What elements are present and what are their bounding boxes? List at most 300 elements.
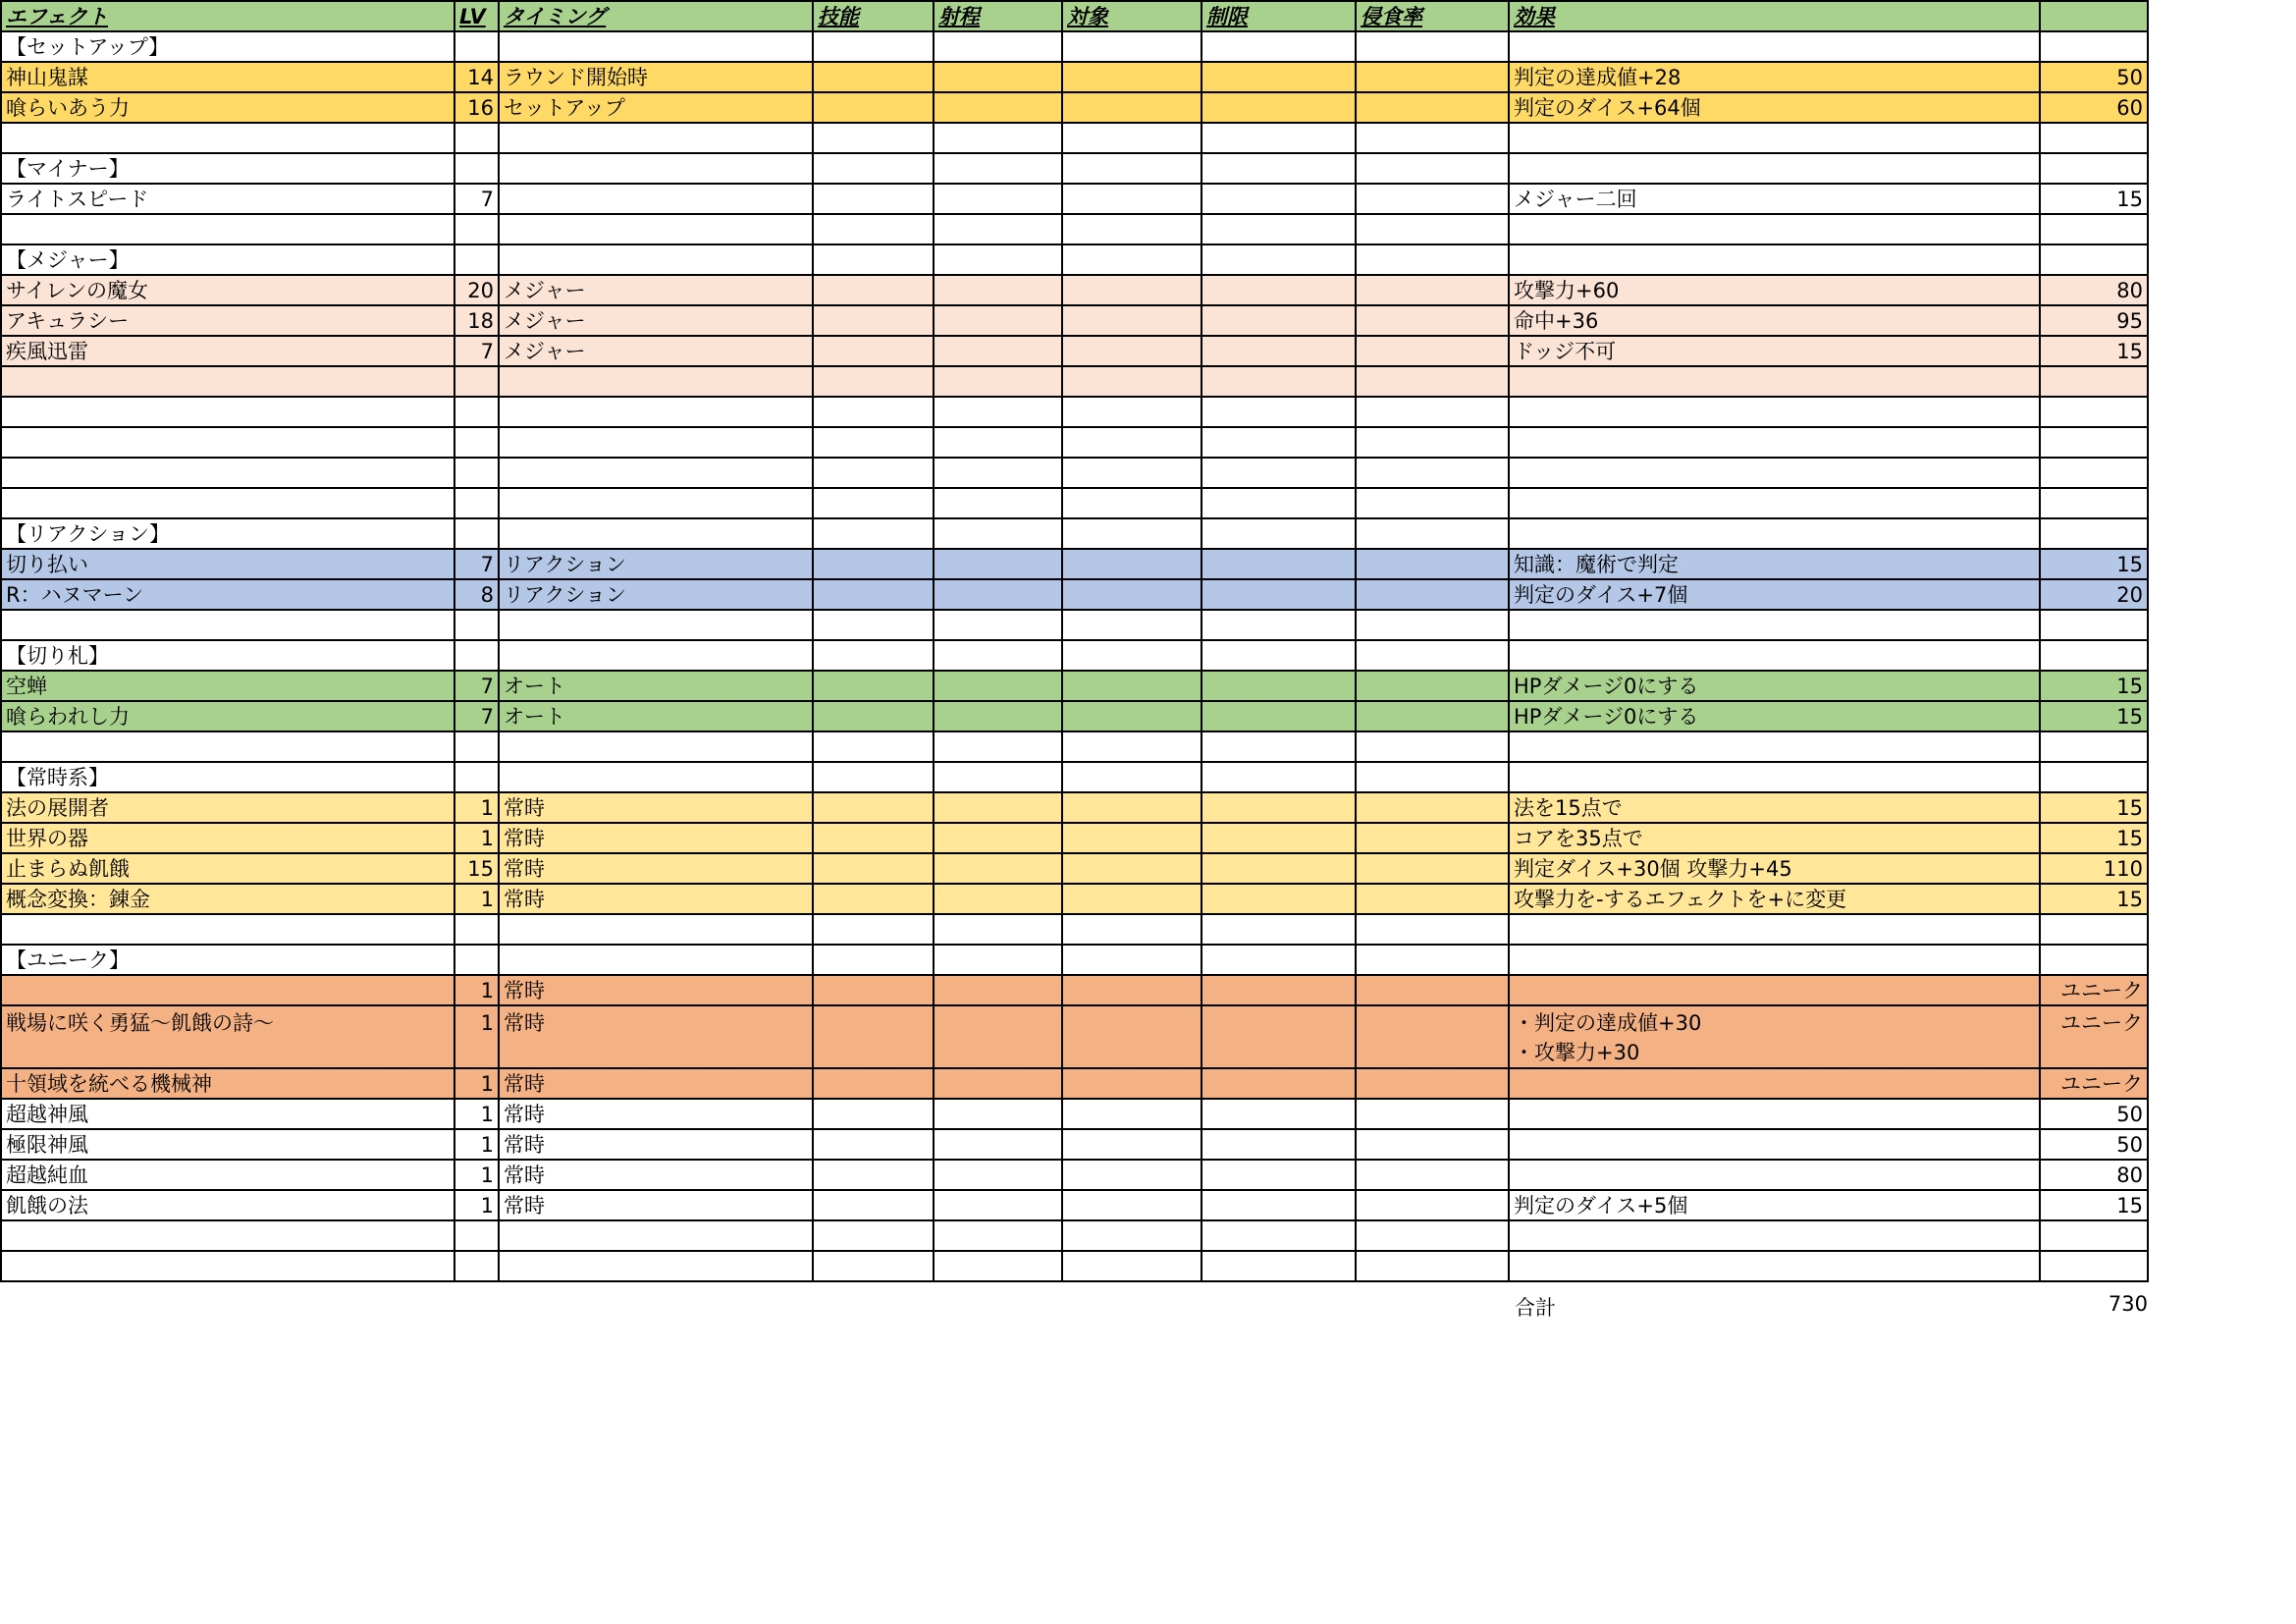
cell-effect[interactable]	[1509, 427, 2040, 458]
cell-erosion[interactable]	[1356, 31, 1509, 62]
cell-lv[interactable]: 7	[454, 701, 499, 731]
cell-range[interactable]	[934, 1099, 1062, 1129]
cell-range[interactable]	[934, 427, 1062, 458]
cell-erosion[interactable]	[1356, 1160, 1509, 1190]
cell-timing[interactable]: ラウンド開始時	[499, 62, 813, 92]
cell-effect-name[interactable]: 神山鬼謀	[1, 62, 454, 92]
cell-limit[interactable]	[1201, 1005, 1356, 1068]
cell-effect[interactable]: HPダメージ0にする	[1509, 701, 2040, 731]
cell-cost[interactable]: 15	[2040, 1190, 2148, 1220]
cell-cost[interactable]	[2040, 762, 2148, 792]
cell-lv[interactable]: 7	[454, 336, 499, 366]
cell-effect[interactable]	[1509, 488, 2040, 518]
cell-erosion[interactable]	[1356, 62, 1509, 92]
header-cost[interactable]	[2040, 1, 2148, 31]
cell-limit[interactable]	[1201, 123, 1356, 153]
cell-erosion[interactable]	[1356, 914, 1509, 945]
cell-lv[interactable]: 1	[454, 1160, 499, 1190]
header-skill[interactable]: 技能	[813, 1, 934, 31]
cell-limit[interactable]	[1201, 975, 1356, 1005]
cell-limit[interactable]	[1201, 853, 1356, 884]
cell-timing[interactable]: リアクション	[499, 579, 813, 610]
cell-range[interactable]	[934, 31, 1062, 62]
cell-target[interactable]	[1062, 1099, 1201, 1129]
cell-effect-name[interactable]	[1, 1005, 454, 1068]
cell-lv[interactable]	[454, 518, 499, 549]
cell-skill[interactable]	[813, 579, 934, 610]
cell-limit[interactable]	[1201, 1129, 1356, 1160]
cell-target[interactable]	[1062, 853, 1201, 884]
cell-range[interactable]	[934, 336, 1062, 366]
cell-skill[interactable]	[813, 945, 934, 975]
cell-lv[interactable]	[454, 1220, 499, 1251]
cell-erosion[interactable]	[1356, 731, 1509, 762]
cell-erosion[interactable]	[1356, 1099, 1509, 1129]
cell-target[interactable]	[1062, 244, 1201, 275]
cell-effect[interactable]: 攻撃力+60	[1509, 275, 2040, 305]
cell-skill[interactable]	[813, 1068, 934, 1099]
cell-limit[interactable]	[1201, 1068, 1356, 1099]
cell-skill[interactable]	[813, 92, 934, 123]
cell-erosion[interactable]	[1356, 427, 1509, 458]
cell-effect-name[interactable]: 超越純血	[1, 1160, 454, 1190]
cell-cost[interactable]: 15	[2040, 792, 2148, 823]
cell-effect[interactable]	[1509, 610, 2040, 640]
cell-skill[interactable]	[813, 214, 934, 244]
cell-lv[interactable]: 1	[454, 1068, 499, 1099]
cell-limit[interactable]	[1201, 427, 1356, 458]
cell-effect[interactable]	[1509, 1099, 2040, 1129]
cell-range[interactable]	[934, 640, 1062, 671]
cell-lv[interactable]	[454, 914, 499, 945]
cell-target[interactable]	[1062, 1251, 1201, 1281]
cell-cost[interactable]	[2040, 610, 2148, 640]
cell-erosion[interactable]	[1356, 701, 1509, 731]
cell-cost[interactable]: 15	[2040, 823, 2148, 853]
cell-range[interactable]	[934, 1220, 1062, 1251]
cell-lv[interactable]: 16	[454, 92, 499, 123]
cell-lv[interactable]: 1	[454, 1129, 499, 1160]
cell-range[interactable]	[934, 275, 1062, 305]
cell-effect-name[interactable]: 【マイナー】	[1, 153, 454, 184]
cell-timing[interactable]: リアクション	[499, 549, 813, 579]
cell-target[interactable]	[1062, 671, 1201, 701]
cell-effect-name[interactable]	[1, 610, 454, 640]
cell-timing[interactable]: メジャー	[499, 336, 813, 366]
cell-limit[interactable]	[1201, 244, 1356, 275]
cell-range[interactable]	[934, 884, 1062, 914]
cell-lv[interactable]	[454, 458, 499, 488]
cell-effect-name[interactable]: 概念変換：錬金	[1, 884, 454, 914]
cell-range[interactable]	[934, 701, 1062, 731]
cell-erosion[interactable]	[1356, 488, 1509, 518]
cell-cost[interactable]: 50	[2040, 62, 2148, 92]
cell-timing[interactable]: 常時	[499, 1099, 813, 1129]
cell-range[interactable]	[934, 214, 1062, 244]
cell-range[interactable]	[934, 92, 1062, 123]
cell-skill[interactable]	[813, 305, 934, 336]
cell-timing[interactable]: 常時	[499, 975, 813, 1005]
cell-cost[interactable]	[2040, 640, 2148, 671]
cell-effect[interactable]: 判定のダイス+5個	[1509, 1190, 2040, 1220]
cell-target[interactable]	[1062, 914, 1201, 945]
cell-timing[interactable]: オート	[499, 701, 813, 731]
cell-skill[interactable]	[813, 1220, 934, 1251]
cell-timing[interactable]	[499, 397, 813, 427]
cell-target[interactable]	[1062, 579, 1201, 610]
cell-skill[interactable]	[813, 31, 934, 62]
cell-skill[interactable]	[813, 610, 934, 640]
cell-timing[interactable]: 常時	[499, 1129, 813, 1160]
cell-timing[interactable]	[499, 762, 813, 792]
cell-effect[interactable]: ドッジ不可	[1509, 336, 2040, 366]
cell-timing[interactable]	[499, 488, 813, 518]
cell-target[interactable]	[1062, 397, 1201, 427]
cell-skill[interactable]	[813, 123, 934, 153]
cell-timing[interactable]	[499, 1251, 813, 1281]
cell-skill[interactable]	[813, 366, 934, 397]
cell-effect-name[interactable]	[1, 488, 454, 518]
cell-effect[interactable]: HPダメージ0にする	[1509, 671, 2040, 701]
cell-range[interactable]	[934, 579, 1062, 610]
cell-lv[interactable]: 7	[454, 184, 499, 214]
header-erosion[interactable]: 侵食率	[1356, 1, 1509, 31]
cell-lv[interactable]: 15	[454, 853, 499, 884]
cell-limit[interactable]	[1201, 488, 1356, 518]
cell-erosion[interactable]	[1356, 549, 1509, 579]
cell-timing[interactable]	[499, 914, 813, 945]
cell-skill[interactable]	[813, 336, 934, 366]
cell-limit[interactable]	[1201, 762, 1356, 792]
cell-effect-name[interactable]: 疾風迅雷	[1, 336, 454, 366]
cell-lv[interactable]	[454, 427, 499, 458]
cell-effect[interactable]: メジャー二回	[1509, 184, 2040, 214]
cell-range[interactable]	[934, 305, 1062, 336]
cell-effect[interactable]: 判定のダイス+7個	[1509, 579, 2040, 610]
cell-effect[interactable]: 知識：魔術で判定	[1509, 549, 2040, 579]
cell-limit[interactable]	[1201, 184, 1356, 214]
cell-limit[interactable]	[1201, 671, 1356, 701]
cell-target[interactable]	[1062, 366, 1201, 397]
cell-target[interactable]	[1062, 458, 1201, 488]
cell-erosion[interactable]	[1356, 336, 1509, 366]
cell-lv[interactable]	[454, 153, 499, 184]
cell-range[interactable]	[934, 123, 1062, 153]
cell-target[interactable]	[1062, 701, 1201, 731]
cell-cost[interactable]: 80	[2040, 275, 2148, 305]
cell-effect[interactable]: 判定ダイス+30個 攻撃力+45	[1509, 853, 2040, 884]
cell-target[interactable]	[1062, 275, 1201, 305]
cell-effect[interactable]	[1509, 1005, 2040, 1068]
cell-lv[interactable]: 8	[454, 579, 499, 610]
cell-effect[interactable]: 命中+36	[1509, 305, 2040, 336]
cell-erosion[interactable]	[1356, 1251, 1509, 1281]
cell-erosion[interactable]	[1356, 244, 1509, 275]
cell-erosion[interactable]	[1356, 153, 1509, 184]
cell-cost[interactable]	[2040, 488, 2148, 518]
cell-cost[interactable]	[2040, 1251, 2148, 1281]
cell-erosion[interactable]	[1356, 214, 1509, 244]
cell-target[interactable]	[1062, 549, 1201, 579]
cell-effect-name[interactable]	[1, 458, 454, 488]
cell-skill[interactable]	[813, 1005, 934, 1068]
cell-lv[interactable]	[454, 1005, 499, 1068]
cell-range[interactable]	[934, 671, 1062, 701]
cell-limit[interactable]	[1201, 1099, 1356, 1129]
cell-limit[interactable]	[1201, 640, 1356, 671]
cell-erosion[interactable]	[1356, 305, 1509, 336]
cell-erosion[interactable]	[1356, 975, 1509, 1005]
cell-limit[interactable]	[1201, 792, 1356, 823]
cell-cost[interactable]: 95	[2040, 305, 2148, 336]
cell-erosion[interactable]	[1356, 884, 1509, 914]
cell-cost[interactable]: ユニーク	[2040, 975, 2148, 1005]
cell-timing[interactable]: 常時	[499, 1190, 813, 1220]
cell-timing[interactable]: メジャー	[499, 275, 813, 305]
cell-target[interactable]	[1062, 792, 1201, 823]
cell-effect[interactable]	[1509, 123, 2040, 153]
cell-timing[interactable]: メジャー	[499, 305, 813, 336]
cell-range[interactable]	[934, 1129, 1062, 1160]
cell-cost[interactable]: 80	[2040, 1160, 2148, 1190]
cell-erosion[interactable]	[1356, 1068, 1509, 1099]
cell-erosion[interactable]	[1356, 640, 1509, 671]
cell-target[interactable]	[1062, 336, 1201, 366]
cell-target[interactable]	[1062, 184, 1201, 214]
cell-limit[interactable]	[1201, 275, 1356, 305]
cell-limit[interactable]	[1201, 579, 1356, 610]
cell-lv[interactable]	[454, 1251, 499, 1281]
cell-effect-name[interactable]: 飢餓の法	[1, 1190, 454, 1220]
cell-effect[interactable]: 判定のダイス+64個	[1509, 92, 2040, 123]
cell-range[interactable]	[934, 945, 1062, 975]
cell-limit[interactable]	[1201, 92, 1356, 123]
cell-effect[interactable]	[1509, 1160, 2040, 1190]
cell-effect[interactable]: 攻撃力を-するエフェクトを+に変更	[1509, 884, 2040, 914]
cell-effect-name[interactable]: 【常時系】	[1, 762, 454, 792]
header-limit[interactable]: 制限	[1201, 1, 1356, 31]
cell-skill[interactable]	[813, 427, 934, 458]
cell-effect-name[interactable]	[1, 123, 454, 153]
cell-target[interactable]	[1062, 92, 1201, 123]
cell-range[interactable]	[934, 488, 1062, 518]
cell-range[interactable]	[934, 1160, 1062, 1190]
cell-cost[interactable]	[2040, 518, 2148, 549]
cell-skill[interactable]	[813, 458, 934, 488]
cell-lv[interactable]	[454, 214, 499, 244]
cell-limit[interactable]	[1201, 336, 1356, 366]
cell-skill[interactable]	[813, 518, 934, 549]
cell-limit[interactable]	[1201, 1220, 1356, 1251]
cell-limit[interactable]	[1201, 914, 1356, 945]
cell-range[interactable]	[934, 62, 1062, 92]
cell-range[interactable]	[934, 549, 1062, 579]
cell-effect-name[interactable]: 止まらぬ飢餓	[1, 853, 454, 884]
cell-effect-name[interactable]	[1, 914, 454, 945]
cell-skill[interactable]	[813, 792, 934, 823]
cell-effect-name[interactable]	[1, 366, 454, 397]
cell-lv[interactable]: 1	[454, 884, 499, 914]
cell-cost[interactable]: ユニーク	[2040, 1068, 2148, 1099]
cell-limit[interactable]	[1201, 701, 1356, 731]
cell-cost[interactable]: 15	[2040, 336, 2148, 366]
cell-effect-name[interactable]	[1, 1220, 454, 1251]
cell-range[interactable]	[934, 518, 1062, 549]
cell-effect-name[interactable]: ライトスピード	[1, 184, 454, 214]
header-effect[interactable]: 効果	[1509, 1, 2040, 31]
cell-effect-name[interactable]: サイレンの魔女	[1, 275, 454, 305]
cell-lv[interactable]: 14	[454, 62, 499, 92]
cell-lv[interactable]	[454, 640, 499, 671]
cell-lv[interactable]	[454, 123, 499, 153]
cell-target[interactable]	[1062, 1068, 1201, 1099]
cell-skill[interactable]	[813, 1251, 934, 1281]
cell-range[interactable]	[934, 1190, 1062, 1220]
cell-skill[interactable]	[813, 549, 934, 579]
header-lv[interactable]: LV	[454, 1, 499, 31]
cell-skill[interactable]	[813, 62, 934, 92]
cell-target[interactable]	[1062, 1160, 1201, 1190]
cell-timing[interactable]: 常時	[499, 792, 813, 823]
cell-cost[interactable]: 15	[2040, 671, 2148, 701]
cell-timing[interactable]	[499, 123, 813, 153]
cell-erosion[interactable]	[1356, 579, 1509, 610]
cell-limit[interactable]	[1201, 610, 1356, 640]
cell-skill[interactable]	[813, 1160, 934, 1190]
cell-effect[interactable]	[1509, 1251, 2040, 1281]
cell-lv[interactable]	[454, 31, 499, 62]
cell-limit[interactable]	[1201, 397, 1356, 427]
cell-timing[interactable]	[499, 1220, 813, 1251]
cell-erosion[interactable]	[1356, 762, 1509, 792]
cell-effect-name[interactable]	[1, 397, 454, 427]
cell-target[interactable]	[1062, 975, 1201, 1005]
cell-lv[interactable]	[454, 244, 499, 275]
cell-timing[interactable]	[499, 31, 813, 62]
cell-range[interactable]	[934, 366, 1062, 397]
cell-lv[interactable]: 1	[454, 975, 499, 1005]
cell-limit[interactable]	[1201, 366, 1356, 397]
cell-cost[interactable]	[2040, 153, 2148, 184]
cell-range[interactable]	[934, 914, 1062, 945]
cell-skill[interactable]	[813, 184, 934, 214]
cell-cost[interactable]: 15	[2040, 884, 2148, 914]
cell-effect-name[interactable]: 法の展開者	[1, 792, 454, 823]
cell-target[interactable]	[1062, 305, 1201, 336]
cell-range[interactable]	[934, 853, 1062, 884]
cell-target[interactable]	[1062, 1129, 1201, 1160]
cell-target[interactable]	[1062, 762, 1201, 792]
cell-range[interactable]	[934, 823, 1062, 853]
cell-timing[interactable]	[499, 427, 813, 458]
cell-skill[interactable]	[813, 1190, 934, 1220]
cell-target[interactable]	[1062, 518, 1201, 549]
cell-limit[interactable]	[1201, 518, 1356, 549]
cell-effect-name[interactable]: 空蝉	[1, 671, 454, 701]
cell-cost[interactable]	[2040, 244, 2148, 275]
cell-effect[interactable]	[1509, 458, 2040, 488]
cell-effect-name[interactable]: R：ハヌマーン	[1, 579, 454, 610]
cell-limit[interactable]	[1201, 1160, 1356, 1190]
cell-effect[interactable]: 法を15点で	[1509, 792, 2040, 823]
cell-timing[interactable]	[499, 1005, 813, 1068]
cell-erosion[interactable]	[1356, 792, 1509, 823]
cell-cost[interactable]: 20	[2040, 579, 2148, 610]
cell-target[interactable]	[1062, 31, 1201, 62]
cell-erosion[interactable]	[1356, 366, 1509, 397]
cell-target[interactable]	[1062, 610, 1201, 640]
cell-target[interactable]	[1062, 945, 1201, 975]
cell-skill[interactable]	[813, 244, 934, 275]
cell-erosion[interactable]	[1356, 123, 1509, 153]
cell-skill[interactable]	[813, 975, 934, 1005]
cell-skill[interactable]	[813, 397, 934, 427]
cell-limit[interactable]	[1201, 731, 1356, 762]
cell-range[interactable]	[934, 762, 1062, 792]
cell-effect[interactable]	[1509, 640, 2040, 671]
cell-target[interactable]	[1062, 1005, 1201, 1068]
cell-skill[interactable]	[813, 762, 934, 792]
cell-erosion[interactable]	[1356, 1005, 1509, 1068]
cell-limit[interactable]	[1201, 884, 1356, 914]
cell-limit[interactable]	[1201, 62, 1356, 92]
cell-lv[interactable]: 1	[454, 823, 499, 853]
cell-cost[interactable]: 15	[2040, 549, 2148, 579]
cell-effect-name[interactable]	[1, 975, 454, 1005]
cell-effect[interactable]	[1509, 153, 2040, 184]
cell-range[interactable]	[934, 458, 1062, 488]
cell-timing[interactable]	[499, 244, 813, 275]
cell-timing[interactable]	[499, 610, 813, 640]
cell-skill[interactable]	[813, 914, 934, 945]
cell-effect-name[interactable]: 超越神風	[1, 1099, 454, 1129]
cell-effect-name[interactable]: アキュラシー	[1, 305, 454, 336]
cell-target[interactable]	[1062, 123, 1201, 153]
cell-effect[interactable]	[1509, 366, 2040, 397]
cell-limit[interactable]	[1201, 31, 1356, 62]
cell-range[interactable]	[934, 610, 1062, 640]
cell-cost[interactable]	[2040, 397, 2148, 427]
cell-lv[interactable]	[454, 731, 499, 762]
cell-erosion[interactable]	[1356, 1220, 1509, 1251]
cell-effect-name[interactable]	[1, 731, 454, 762]
cell-effect[interactable]: コアを35点で	[1509, 823, 2040, 853]
cell-effect[interactable]: 判定の達成値+28	[1509, 62, 2040, 92]
cell-limit[interactable]	[1201, 458, 1356, 488]
cell-range[interactable]	[934, 1251, 1062, 1281]
cell-timing[interactable]: 常時	[499, 853, 813, 884]
cell-lv[interactable]	[454, 945, 499, 975]
cell-range[interactable]	[934, 153, 1062, 184]
cell-lv[interactable]: 18	[454, 305, 499, 336]
cell-lv[interactable]	[454, 488, 499, 518]
cell-cost[interactable]	[2040, 427, 2148, 458]
cell-lv[interactable]: 1	[454, 792, 499, 823]
cell-range[interactable]	[934, 1005, 1062, 1068]
cell-skill[interactable]	[813, 701, 934, 731]
cell-effect[interactable]	[1509, 914, 2040, 945]
cell-erosion[interactable]	[1356, 945, 1509, 975]
cell-limit[interactable]	[1201, 823, 1356, 853]
cell-limit[interactable]	[1201, 1190, 1356, 1220]
cell-skill[interactable]	[813, 731, 934, 762]
cell-target[interactable]	[1062, 731, 1201, 762]
cell-timing[interactable]	[499, 184, 813, 214]
cell-effect-name[interactable]	[1, 427, 454, 458]
cell-limit[interactable]	[1201, 153, 1356, 184]
cell-target[interactable]	[1062, 823, 1201, 853]
cell-timing[interactable]: セットアップ	[499, 92, 813, 123]
